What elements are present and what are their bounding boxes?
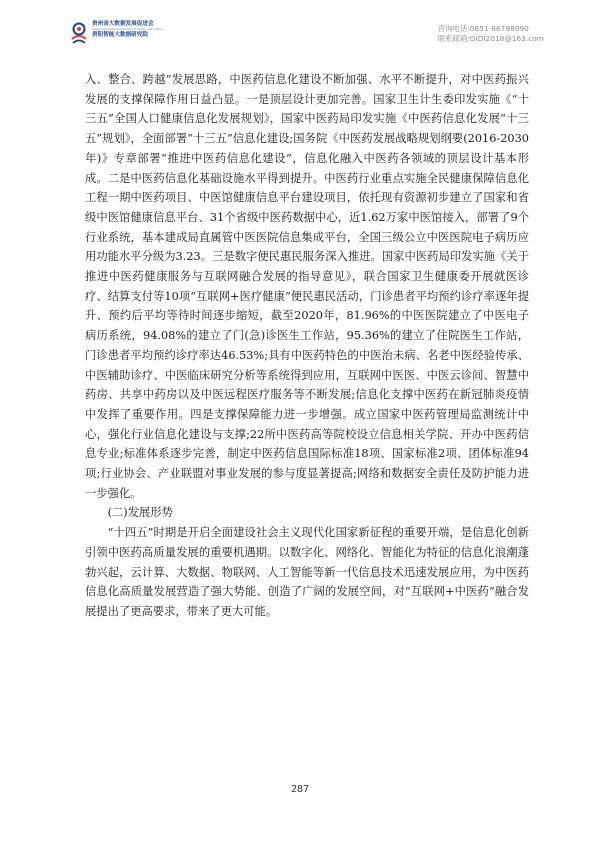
contact-info — [438, 24, 544, 44]
body-paragraph-1: 入、整合、跨越”发展思路，中医药信息化建设不断加强、水平不断提升，对中医药振兴发展的支撑保障作用日益凸显。一是顶层设计更加完善。国家卫生计生委印发实施《“十三五”全国人口健康信息化发展规划》，国家中医药局印发实施《中医药信息化发展“十三五”规划》，全面部署“十三五”信息化建设;国务院《中医药发展战略规划纲要(2016-2030年)》专章部署“推进中医药信息化建设”，信息化融入中医药各领域的顶层设计基本形成。二是中医药信息化基础设施水平得到提升。中医药行业重点实施全民健康保障信息化工程一期中医药项目、中医馆健康信息平台建设项目，依托现有资源初步建立了国家和省级中医馆健康信息平台、31个省级中医药数据中心，近1.62万家中医馆接入，部署了9个行业系统，基本建成局直属管中医医院信息集成平台，全国三级公立中医医院电子病历应用功能水平分级为3.23。三是数字便民惠民服务深入推进。国家中医药局印发实施《关于推进中医药健康服务与互联网融合发展的指导意见》，联合国家卫生健康委开展就医诊疗、结算支付等10项“互联网+医疗健康”便民惠民活动，门诊患者平均预约诊疗率逐年提升、预约后平均等待时间逐步缩短，截至2020年，81.96%的中医医院建立了中医电子病历系统，94.08%的建立了门(急)诊医生工作站，95.36%的建立了住院医生工作站，门诊患者平均预约诊疗率达46.53%;具有中医药特色的中医治未病、名老中医经验传承、中医辅助诊疗、中医临床研究分析等系统得到应用，互联网中医医、中医云诊间、智慧中药房、共享中药房以及中医远程医疗服务等不断发展;信息化支撑中医药在新冠肺炎疫情中发挥了重要作用。四是支撑保障能力进一步增强。成立国家中医药管理局监测统计中心，强化行业信息化建设与支撑;22所中医药高等院校设立信息相关学院、开办中医药信息专业;标准体系逐步完善，制定中医药信息国际标准18项、国家标准2项、团体标准94项;行业协会、产业联盟对事业发展的参与度显著提高;网络和数据安全责任及防护能力进一步强化。 — [85, 73, 529, 500]
document-body — [85, 70, 529, 622]
body-paragraph-2: “十四五”时期是开启全面建设社会主义现代化国家新征程的重要开端，是信息化创新引领中医药高质量发展的重要机遇期。以数字化、网络化、智能化为特征的信息化浪潮蓬勃兴起，云计算、大数据、物联网、人工智能等新一代信息技术迅速发展应用，为中医药信息化高质量发展营造了强大势能、创造了广阔的发展空间，对“互联网+中医药”融合发展提出了更高要求，带来了更大可能。 — [85, 526, 529, 618]
org-name-secondary: 贵阳智能大数据研究院 — [92, 32, 148, 39]
org-name-english: Guizhou Big Data Development Promotion Association — [92, 27, 163, 31]
section-heading: (二)发展形势 — [107, 506, 173, 520]
email-address: GIDI2018@163.com — [469, 34, 544, 43]
phone-line — [438, 24, 544, 34]
phone-label: 咨询电话: — [437, 24, 470, 33]
page-header — [0, 0, 600, 52]
page-number: 287 — [290, 784, 310, 795]
organization-logo — [70, 22, 163, 44]
phone-number: 0851-86798090 — [469, 24, 529, 33]
email-line — [438, 34, 544, 44]
org-name-primary: 贵州省大数据发展促进会 — [92, 21, 154, 27]
email-label: 联系邮箱: — [437, 34, 470, 43]
logo-emblem-icon — [70, 22, 88, 44]
